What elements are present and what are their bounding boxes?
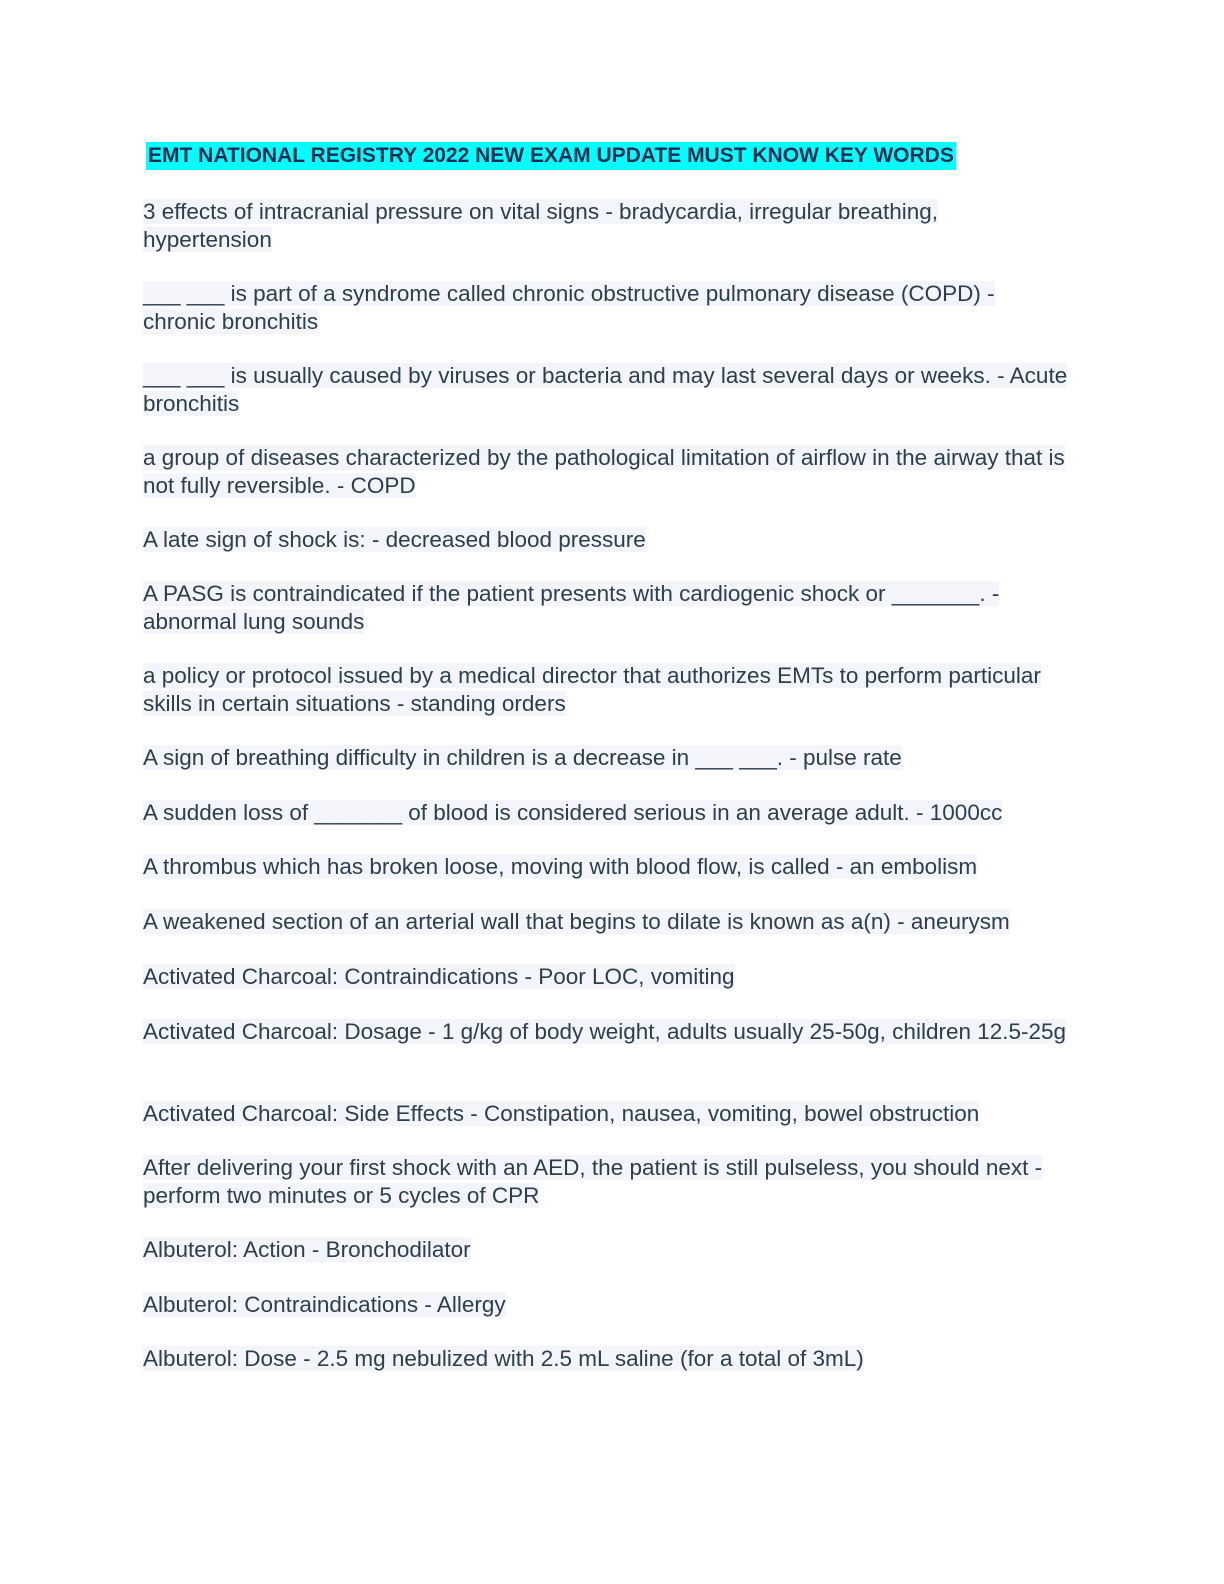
entry-text: Albuterol: Contraindications - Allergy	[143, 1292, 506, 1317]
entry-text: 3 effects of intracranial pressure on vital signs - bradycardia, irregular breathing, hypertension	[143, 199, 938, 252]
flashcard-entry	[143, 799, 1073, 827]
entry-text: a policy or protocol issued by a medical director that authorizes EMTs to perform particular skills in certain situations - standing orders	[143, 663, 1041, 716]
entry-text: A sign of breathing difficulty in children is a decrease in ___ ___. - pulse rate	[143, 745, 902, 770]
flashcard-entry	[143, 1100, 1073, 1128]
entry-text: A late sign of shock is: - decreased blood pressure	[143, 527, 646, 552]
entry-text: Activated Charcoal: Dosage - 1 g/kg of body weight, adults usually 25-50g, children 12.5-25g	[143, 1019, 1067, 1044]
flashcard-entry	[143, 662, 1073, 717]
flashcard-entry	[143, 198, 1073, 253]
document-title: EMT NATIONAL REGISTRY 2022 NEW EXAM UPDATE MUST KNOW KEY WORDS	[146, 142, 956, 170]
flashcard-entry	[143, 1154, 1073, 1209]
entry-text: A thrombus which has broken loose, moving with blood flow, is called - an embolism	[143, 854, 978, 879]
flashcard-entry	[143, 580, 1073, 635]
entry-text: After delivering your first shock with an AED, the patient is still pulseless, you should next - perform two minutes or 5 cycles of CPR	[143, 1155, 1043, 1208]
entry-text: Activated Charcoal: Side Effects - Constipation, nausea, vomiting, bowel obstruction	[143, 1101, 980, 1126]
flashcard-entry	[143, 1291, 1073, 1319]
entry-text: a group of diseases characterized by the pathological limitation of airflow in the airway that is not fully reversible. - COPD	[143, 445, 1065, 498]
flashcard-entry	[143, 362, 1073, 417]
flashcard-entry	[143, 1236, 1073, 1264]
flashcard-entry	[143, 853, 1073, 881]
entry-text: Albuterol: Dose - 2.5 mg nebulized with 2.5 mL saline (for a total of 3mL)	[143, 1346, 864, 1371]
flashcard-entry	[143, 526, 1073, 554]
flashcard-entry	[143, 1345, 1073, 1373]
flashcard-entry	[143, 444, 1073, 499]
flashcard-entry	[143, 280, 1073, 335]
entry-text: ___ ___ is part of a syndrome called chronic obstructive pulmonary disease (COPD) - chronic bronchitis	[143, 281, 995, 334]
flashcard-entry	[143, 744, 1073, 772]
entry-text: A sudden loss of _______ of blood is considered serious in an average adult. - 1000cc	[143, 800, 1003, 825]
entry-text: ___ ___ is usually caused by viruses or bacteria and may last several days or weeks. - Acute bronchitis	[143, 363, 1068, 416]
entry-text: A PASG is contraindicated if the patient presents with cardiogenic shock or _______. - abnormal lung sounds	[143, 581, 1000, 634]
flashcard-entry	[143, 1018, 1073, 1046]
entry-text: A weakened section of an arterial wall that begins to dilate is known as a(n) - aneurysm	[143, 909, 1010, 934]
entry-text: Activated Charcoal: Contraindications - Poor LOC, vomiting	[143, 964, 735, 989]
flashcard-entry	[143, 963, 1073, 991]
flashcard-entry	[143, 908, 1073, 936]
entry-text: Albuterol: Action - Bronchodilator	[143, 1237, 471, 1262]
